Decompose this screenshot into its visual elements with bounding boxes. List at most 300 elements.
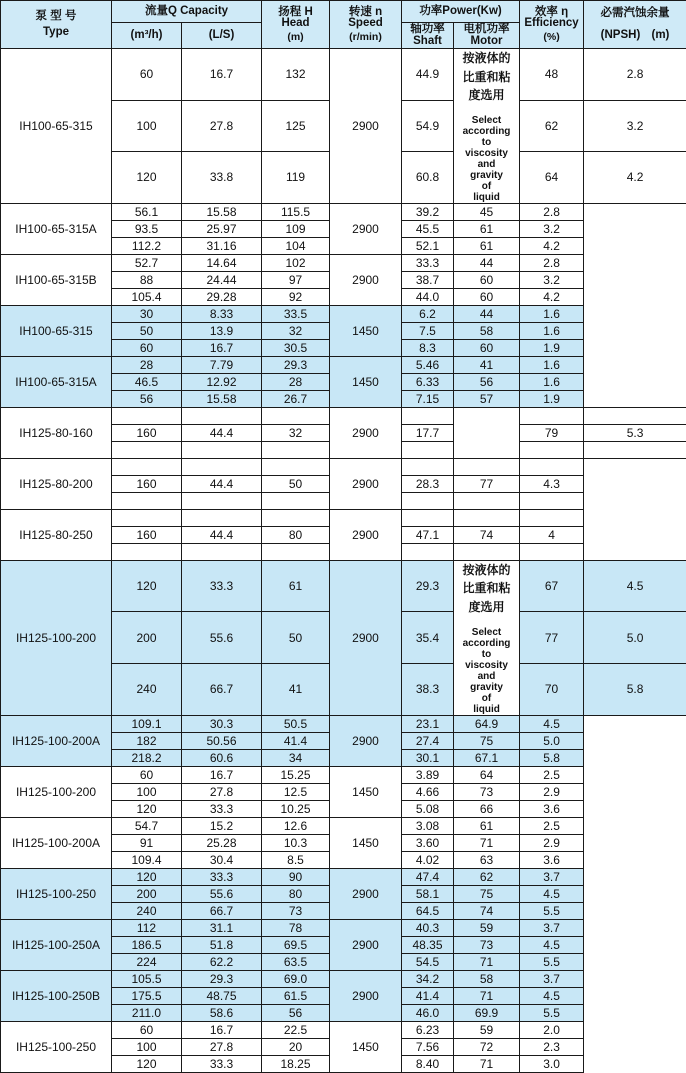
header-head-unit: (m) xyxy=(264,32,327,43)
shaft-power-cell: 30.1 xyxy=(402,749,454,766)
capacity-m3h-cell: 28 xyxy=(112,356,182,373)
npsh-cell xyxy=(520,492,584,509)
capacity-ls-cell: 16.7 xyxy=(182,766,262,783)
head-cell xyxy=(262,543,330,560)
speed-cell: 2900 xyxy=(330,254,402,305)
efficiency-cell: 64.9 xyxy=(454,715,520,732)
npsh-cell: 1.9 xyxy=(520,339,584,356)
motor-note-en-1: Select xyxy=(456,627,517,638)
efficiency-cell: 59 xyxy=(454,1021,520,1038)
header-speed-en: Speed xyxy=(332,18,399,30)
capacity-m3h-cell: 112.2 xyxy=(112,237,182,254)
shaft-power-cell xyxy=(402,492,454,509)
efficiency-cell: 66 xyxy=(454,800,520,817)
table-row xyxy=(1,560,686,612)
motor-note-cn-2: 比重和粘 xyxy=(456,68,517,87)
shaft-power-cell: 33.3 xyxy=(402,254,454,271)
capacity-m3h-cell: 88 xyxy=(112,271,182,288)
table-row xyxy=(1,509,686,526)
motor-note-en-7: of xyxy=(456,181,517,192)
capacity-ls-cell: 55.6 xyxy=(182,885,262,902)
shaft-power-cell: 46.0 xyxy=(402,1004,454,1021)
efficiency-cell: 74 xyxy=(454,526,520,543)
efficiency-cell: 62 xyxy=(454,868,520,885)
capacity-ls-cell: 27.8 xyxy=(182,783,262,800)
capacity-m3h-cell: 200 xyxy=(112,885,182,902)
npsh-cell: 5.8 xyxy=(584,663,686,715)
capacity-ls-cell: 55.6 xyxy=(182,612,262,664)
capacity-ls-cell: 29.3 xyxy=(182,970,262,987)
npsh-cell: 1.6 xyxy=(520,373,584,390)
table-row xyxy=(1,868,686,885)
npsh-cell: 2.8 xyxy=(520,254,584,271)
efficiency-cell: 59 xyxy=(454,919,520,936)
head-cell: 41.4 xyxy=(262,732,330,749)
capacity-ls-cell: 14.64 xyxy=(182,254,262,271)
shaft-power-cell: 58.1 xyxy=(402,885,454,902)
motor-note-en-3: to xyxy=(456,137,517,148)
capacity-m3h-cell: 60 xyxy=(112,49,182,101)
head-cell: 30.5 xyxy=(262,339,330,356)
speed-cell: 2900 xyxy=(330,560,402,715)
shaft-power-cell: 40.3 xyxy=(402,919,454,936)
capacity-m3h-cell xyxy=(112,407,182,424)
efficiency-cell: 73 xyxy=(454,783,520,800)
shaft-power-cell: 54.9 xyxy=(402,100,454,152)
header-npsh xyxy=(584,1,686,49)
motor-power-note-cell xyxy=(454,560,520,715)
capacity-ls-cell: 15.58 xyxy=(182,390,262,407)
head-cell: 78 xyxy=(262,919,330,936)
efficiency-cell: 45 xyxy=(454,203,520,220)
motor-note-en-8: liquid xyxy=(456,192,517,203)
capacity-m3h-cell: 211.0 xyxy=(112,1004,182,1021)
capacity-ls-cell: 27.8 xyxy=(182,100,262,152)
header-eff-en: Efficiency xyxy=(522,18,581,30)
capacity-m3h-cell: 105.5 xyxy=(112,970,182,987)
capacity-m3h-cell: 120 xyxy=(112,800,182,817)
npsh-cell: 3.7 xyxy=(520,919,584,936)
capacity-m3h-cell: 100 xyxy=(112,783,182,800)
pump-group xyxy=(1,203,686,254)
capacity-ls-cell xyxy=(182,458,262,475)
head-cell: 56 xyxy=(262,1004,330,1021)
capacity-m3h-cell: 46.5 xyxy=(112,373,182,390)
shaft-power-cell xyxy=(402,509,454,526)
motor-note-en xyxy=(456,115,517,203)
head-cell: 32 xyxy=(262,424,330,441)
shaft-power-cell xyxy=(402,458,454,475)
header-motor-en: Motor xyxy=(456,36,517,48)
shaft-power-cell: 8.40 xyxy=(402,1055,454,1072)
head-cell: 50 xyxy=(262,475,330,492)
npsh-cell: 3.0 xyxy=(520,1055,584,1072)
head-cell xyxy=(262,458,330,475)
capacity-m3h-cell: 120 xyxy=(112,560,182,612)
speed-cell: 2900 xyxy=(330,49,402,204)
shaft-power-cell: 48.35 xyxy=(402,936,454,953)
npsh-cell: 2.9 xyxy=(520,834,584,851)
pump-group xyxy=(1,305,686,356)
efficiency-cell: 67.1 xyxy=(454,749,520,766)
head-cell: 33.5 xyxy=(262,305,330,322)
shaft-power-cell: 6.33 xyxy=(402,373,454,390)
head-cell: 15.25 xyxy=(262,766,330,783)
shaft-power-cell: 29.3 xyxy=(402,560,454,612)
speed-cell: 2900 xyxy=(330,868,402,919)
table-row xyxy=(1,1021,686,1038)
speed-cell: 1450 xyxy=(330,817,402,868)
npsh-cell: 3.2 xyxy=(584,100,686,152)
capacity-m3h-cell: 56.1 xyxy=(112,203,182,220)
efficiency-cell: 61 xyxy=(454,237,520,254)
header-unit-m3h: (m³/h) xyxy=(112,23,182,49)
npsh-cell: 2.5 xyxy=(520,817,584,834)
speed-cell: 1450 xyxy=(330,1021,402,1072)
npsh-cell: 4.5 xyxy=(584,560,686,612)
table-row xyxy=(1,49,686,101)
capacity-m3h-cell: 93.5 xyxy=(112,220,182,237)
shaft-power-cell xyxy=(402,441,454,458)
head-cell: 22.5 xyxy=(262,1021,330,1038)
head-cell: 97 xyxy=(262,271,330,288)
npsh-cell: 5.0 xyxy=(584,612,686,664)
capacity-ls-cell: 33.8 xyxy=(182,152,262,204)
header-speed-unit: (r/min) xyxy=(332,32,399,43)
capacity-m3h-cell xyxy=(112,492,182,509)
pump-group xyxy=(1,817,686,868)
shaft-power-cell: 8.3 xyxy=(402,339,454,356)
capacity-ls-cell: 31.1 xyxy=(182,919,262,936)
capacity-ls-cell: 8.33 xyxy=(182,305,262,322)
header-motor xyxy=(454,23,520,49)
efficiency-cell: 48 xyxy=(520,49,584,101)
npsh-cell: 5.5 xyxy=(520,1004,584,1021)
efficiency-cell: 71 xyxy=(454,953,520,970)
shaft-power-cell: 64.5 xyxy=(402,902,454,919)
head-cell: 92 xyxy=(262,288,330,305)
capacity-m3h-cell: 120 xyxy=(112,152,182,204)
efficiency-cell: 70 xyxy=(520,663,584,715)
head-cell: 50.5 xyxy=(262,715,330,732)
motor-note-en-5: and xyxy=(456,159,517,170)
efficiency-cell: 60 xyxy=(454,271,520,288)
motor-note-en-6: gravity xyxy=(456,682,517,693)
efficiency-cell: 63 xyxy=(454,851,520,868)
capacity-m3h-cell: 54.7 xyxy=(112,817,182,834)
head-cell: 102 xyxy=(262,254,330,271)
pump-group xyxy=(1,1021,686,1072)
npsh-cell: 4.3 xyxy=(520,475,584,492)
npsh-cell: 3.2 xyxy=(520,271,584,288)
shaft-power-cell: 3.08 xyxy=(402,817,454,834)
motor-note-cn-2: 比重和粘 xyxy=(456,579,517,598)
shaft-power-cell: 5.08 xyxy=(402,800,454,817)
npsh-cell: 4.5 xyxy=(520,936,584,953)
motor-note-en-1: Select xyxy=(456,115,517,126)
shaft-power-cell: 5.46 xyxy=(402,356,454,373)
efficiency-cell xyxy=(454,492,520,509)
pump-type-cell: IH100-65-315A xyxy=(1,203,112,254)
capacity-ls-cell: 33.3 xyxy=(182,560,262,612)
shaft-power-cell: 4.02 xyxy=(402,851,454,868)
shaft-power-cell: 6.2 xyxy=(402,305,454,322)
efficiency-cell xyxy=(454,458,520,475)
shaft-power-cell: 27.4 xyxy=(402,732,454,749)
header-shaft-cn: 轴功率 xyxy=(404,24,451,36)
npsh-cell: 5.0 xyxy=(520,732,584,749)
capacity-ls-cell xyxy=(182,492,262,509)
shaft-power-cell: 7.56 xyxy=(402,1038,454,1055)
table-row xyxy=(1,203,686,220)
efficiency-cell: 56 xyxy=(454,373,520,390)
head-cell: 73 xyxy=(262,902,330,919)
capacity-m3h-cell: 186.5 xyxy=(112,936,182,953)
npsh-cell: 4.5 xyxy=(520,885,584,902)
motor-note-en-4: viscosity xyxy=(456,660,517,671)
motor-note-cn-3: 度选用 xyxy=(456,598,517,617)
capacity-ls-cell: 66.7 xyxy=(182,902,262,919)
capacity-ls-cell: 48.75 xyxy=(182,987,262,1004)
pump-type-cell: IH100-65-315 xyxy=(1,305,112,356)
motor-note-cn-1: 按液体的 xyxy=(456,49,517,68)
efficiency-cell: 58 xyxy=(454,970,520,987)
efficiency-cell: 79 xyxy=(520,424,584,441)
shaft-power-cell: 52.1 xyxy=(402,237,454,254)
table-row xyxy=(1,458,686,475)
efficiency-cell: 74 xyxy=(454,902,520,919)
shaft-power-cell: 38.3 xyxy=(402,663,454,715)
head-cell: 32 xyxy=(262,322,330,339)
capacity-ls-cell xyxy=(182,407,262,424)
header-npsh-en: (NPSH) xyxy=(601,29,641,41)
efficiency-cell: 75 xyxy=(454,885,520,902)
head-cell: 80 xyxy=(262,526,330,543)
speed-cell: 1450 xyxy=(330,356,402,407)
motor-note-cn-1: 按液体的 xyxy=(456,561,517,580)
pump-group xyxy=(1,356,686,407)
capacity-m3h-cell: 91 xyxy=(112,834,182,851)
shaft-power-cell: 47.1 xyxy=(402,526,454,543)
header-npsh-cn: 必需汽蚀余量 xyxy=(586,8,684,20)
capacity-m3h-cell: 60 xyxy=(112,766,182,783)
npsh-cell xyxy=(520,509,584,526)
header-type-cn: 泵 型 号 xyxy=(3,11,109,23)
capacity-m3h-cell: 50 xyxy=(112,322,182,339)
capacity-m3h-cell: 160 xyxy=(112,526,182,543)
shaft-power-cell: 35.4 xyxy=(402,612,454,664)
capacity-m3h-cell: 60 xyxy=(112,339,182,356)
head-cell: 61.5 xyxy=(262,987,330,1004)
header-speed-cn: 转速 n xyxy=(332,7,399,19)
npsh-cell: 1.6 xyxy=(520,322,584,339)
header-eff-unit: (%) xyxy=(522,32,581,43)
head-cell: 18.25 xyxy=(262,1055,330,1072)
capacity-ls-cell: 30.4 xyxy=(182,851,262,868)
speed-cell: 2900 xyxy=(330,919,402,970)
pump-group xyxy=(1,970,686,1021)
head-cell: 50 xyxy=(262,612,330,664)
shaft-power-cell: 41.4 xyxy=(402,987,454,1004)
capacity-ls-cell: 27.8 xyxy=(182,1038,262,1055)
npsh-cell xyxy=(520,458,584,475)
header-shaft xyxy=(402,23,454,49)
pump-type-cell: IH125-100-200 xyxy=(1,766,112,817)
head-cell: 34 xyxy=(262,749,330,766)
capacity-m3h-cell: 160 xyxy=(112,424,182,441)
efficiency-cell: 71 xyxy=(454,987,520,1004)
capacity-ls-cell: 16.7 xyxy=(182,1021,262,1038)
speed-cell: 2900 xyxy=(330,970,402,1021)
capacity-m3h-cell: 200 xyxy=(112,612,182,664)
head-cell: 41 xyxy=(262,663,330,715)
capacity-m3h-cell: 240 xyxy=(112,663,182,715)
capacity-m3h-cell xyxy=(112,509,182,526)
shaft-power-cell xyxy=(402,543,454,560)
shaft-power-cell: 44.0 xyxy=(402,288,454,305)
header-unit-ls: (L/S) xyxy=(182,23,262,49)
capacity-ls-cell: 24.44 xyxy=(182,271,262,288)
header-speed xyxy=(330,1,402,49)
pump-group xyxy=(1,560,686,715)
npsh-cell: 5.8 xyxy=(520,749,584,766)
shaft-power-cell: 17.7 xyxy=(402,424,454,441)
header-efficiency xyxy=(520,1,584,49)
capacity-ls-cell: 16.7 xyxy=(182,49,262,101)
efficiency-cell: 61 xyxy=(454,220,520,237)
npsh-cell: 2.9 xyxy=(520,783,584,800)
shaft-power-cell: 45.5 xyxy=(402,220,454,237)
capacity-ls-cell: 44.4 xyxy=(182,475,262,492)
head-cell: 125 xyxy=(262,100,330,152)
capacity-m3h-cell: 105.4 xyxy=(112,288,182,305)
capacity-m3h-cell: 120 xyxy=(112,868,182,885)
speed-cell: 1450 xyxy=(330,766,402,817)
efficiency-cell: 71 xyxy=(454,1055,520,1072)
table-row xyxy=(1,970,686,987)
capacity-m3h-cell: 218.2 xyxy=(112,749,182,766)
shaft-power-cell: 4.66 xyxy=(402,783,454,800)
capacity-m3h-cell: 109.4 xyxy=(112,851,182,868)
shaft-power-cell: 39.2 xyxy=(402,203,454,220)
npsh-cell: 4.5 xyxy=(520,715,584,732)
capacity-ls-cell: 15.2 xyxy=(182,817,262,834)
efficiency-cell: 69.9 xyxy=(454,1004,520,1021)
npsh-cell: 4 xyxy=(520,526,584,543)
pump-group xyxy=(1,254,686,305)
shaft-power-cell: 28.3 xyxy=(402,475,454,492)
head-cell: 26.7 xyxy=(262,390,330,407)
head-cell xyxy=(262,492,330,509)
table-row xyxy=(1,766,686,783)
capacity-ls-cell: 12.92 xyxy=(182,373,262,390)
capacity-m3h-cell: 160 xyxy=(112,475,182,492)
capacity-m3h-cell: 175.5 xyxy=(112,987,182,1004)
pump-type-cell: IH125-80-250 xyxy=(1,509,112,560)
motor-note-en-2: according xyxy=(456,126,517,137)
header-npsh-unit: (m) xyxy=(652,29,670,41)
shaft-power-cell: 3.89 xyxy=(402,766,454,783)
header-capacity: 流量Q Capacity xyxy=(112,1,262,23)
head-cell: 115.5 xyxy=(262,203,330,220)
head-cell: 132 xyxy=(262,49,330,101)
npsh-cell: 4.2 xyxy=(520,288,584,305)
motor-note-en-7: of xyxy=(456,693,517,704)
shaft-power-cell: 6.23 xyxy=(402,1021,454,1038)
capacity-ls-cell: 16.7 xyxy=(182,339,262,356)
head-cell: 28 xyxy=(262,373,330,390)
efficiency-cell: 60 xyxy=(454,339,520,356)
table-row xyxy=(1,919,686,936)
shaft-power-cell: 7.15 xyxy=(402,390,454,407)
head-cell xyxy=(262,509,330,526)
shaft-power-cell: 44.9 xyxy=(402,49,454,101)
capacity-ls-cell: 33.3 xyxy=(182,1055,262,1072)
pump-type-cell: IH100-65-315B xyxy=(1,254,112,305)
efficiency-cell: 67 xyxy=(520,560,584,612)
capacity-ls-cell: 51.8 xyxy=(182,936,262,953)
pump-type-cell: IH125-100-200 xyxy=(1,560,112,715)
capacity-ls-cell: 31.16 xyxy=(182,237,262,254)
pump-group xyxy=(1,407,686,458)
npsh-cell: 2.8 xyxy=(520,203,584,220)
pump-type-cell: IH125-100-250 xyxy=(1,868,112,919)
pump-type-cell: IH125-100-200A xyxy=(1,715,112,766)
speed-cell: 2900 xyxy=(330,715,402,766)
pump-group xyxy=(1,509,686,560)
shaft-power-cell: 34.2 xyxy=(402,970,454,987)
table-row xyxy=(1,254,686,271)
pump-group xyxy=(1,868,686,919)
efficiency-cell xyxy=(520,407,584,424)
capacity-m3h-cell xyxy=(112,441,182,458)
efficiency-cell: 44 xyxy=(454,254,520,271)
efficiency-cell: 72 xyxy=(454,1038,520,1055)
npsh-cell: 5.3 xyxy=(584,424,686,441)
efficiency-cell: 77 xyxy=(454,475,520,492)
table-row xyxy=(1,715,686,732)
capacity-m3h-cell: 100 xyxy=(112,1038,182,1055)
head-cell: 10.25 xyxy=(262,800,330,817)
shaft-power-cell: 54.5 xyxy=(402,953,454,970)
motor-note-en-6: gravity xyxy=(456,170,517,181)
table-row xyxy=(1,407,686,424)
pump-group xyxy=(1,49,686,204)
speed-cell: 2900 xyxy=(330,203,402,254)
capacity-m3h-cell: 109.1 xyxy=(112,715,182,732)
capacity-ls-cell: 30.3 xyxy=(182,715,262,732)
efficiency-cell: 44 xyxy=(454,305,520,322)
capacity-ls-cell: 29.28 xyxy=(182,288,262,305)
head-cell: 80 xyxy=(262,885,330,902)
efficiency-cell: 77 xyxy=(520,612,584,664)
npsh-cell: 1.9 xyxy=(520,390,584,407)
pump-type-cell: IH125-100-250B xyxy=(1,970,112,1021)
motor-note-en xyxy=(456,627,517,715)
efficiency-cell: 71 xyxy=(454,834,520,851)
capacity-m3h-cell xyxy=(112,543,182,560)
head-cell: 12.6 xyxy=(262,817,330,834)
capacity-ls-cell: 33.3 xyxy=(182,800,262,817)
npsh-cell: 2.8 xyxy=(584,49,686,101)
motor-power-note-cell xyxy=(454,49,520,204)
capacity-ls-cell: 66.7 xyxy=(182,663,262,715)
pump-type-cell: IH125-100-250A xyxy=(1,919,112,970)
capacity-ls-cell: 58.6 xyxy=(182,1004,262,1021)
efficiency-cell xyxy=(520,441,584,458)
shaft-power-cell: 7.5 xyxy=(402,322,454,339)
motor-note-en-8: liquid xyxy=(456,704,517,715)
